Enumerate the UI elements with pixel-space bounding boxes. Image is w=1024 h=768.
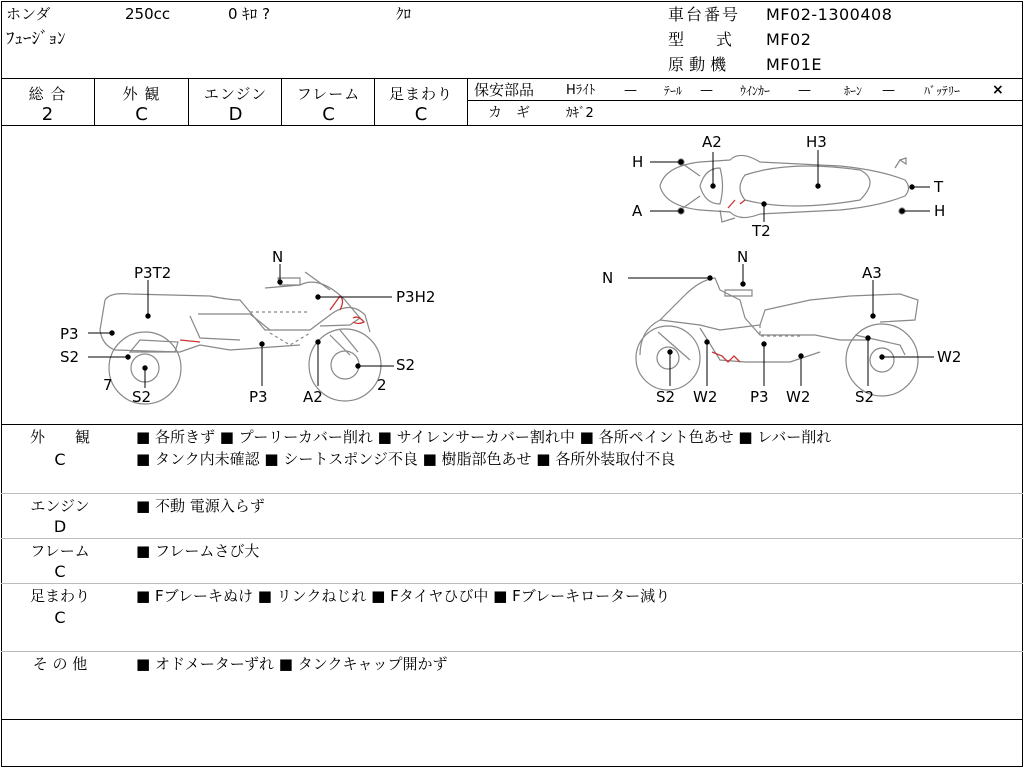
frame-number-value: MF02-1300408	[766, 5, 893, 24]
section-grade: C	[54, 562, 66, 581]
grade-label: エンジン	[203, 85, 268, 103]
section-grade: C	[54, 450, 66, 469]
section-label: 足まわり	[29, 587, 90, 605]
diagram-label: P3	[750, 388, 769, 406]
diagram-label: S2	[60, 348, 80, 366]
safety-status: —	[624, 83, 637, 98]
diagram-label: T	[934, 178, 944, 196]
grade-value: C	[414, 104, 428, 125]
section-line: ■ タンク内未確認 ■ シートスポンジ不良 ■ 樹脂部色あせ ■ 各所外装取付不良	[136, 450, 676, 468]
safety-status: —	[798, 83, 811, 98]
divider	[1, 719, 1023, 720]
diagram-label: P3	[60, 325, 79, 343]
mileage: 0 ｷﾛ ?	[228, 5, 271, 23]
diagram-label: A3	[862, 264, 882, 282]
diagram-label: A2	[303, 388, 323, 406]
divider	[468, 100, 1023, 101]
grade-frame	[282, 79, 375, 125]
grade-value: D	[228, 104, 243, 125]
grade-value: C	[322, 104, 335, 125]
section-engine	[0, 494, 1024, 538]
diagram-label: S2	[656, 388, 676, 406]
diagram-label: H	[632, 153, 644, 171]
diagram-label: S2	[132, 388, 152, 406]
grade-value: C	[135, 104, 148, 125]
diagram-label: N	[737, 248, 749, 266]
model-name: ﾌｭｰｼﾞｮﾝ	[6, 29, 66, 49]
section-label: 外 観	[29, 428, 90, 446]
section-line: ■ 不動 電源入らず	[136, 497, 265, 515]
diagram-label: S2	[855, 388, 875, 406]
safety-item-winker: ｳｲﾝｶｰ	[740, 84, 771, 98]
diagram-label: S2	[396, 356, 416, 374]
safety-item-tail: ﾃｰﾙ	[664, 84, 683, 98]
section-grade: D	[53, 517, 67, 536]
section-line: ■ Fブレーキぬけ ■ リンクねじれ ■ Fタイヤひび中 ■ Fブレーキローター減り	[136, 587, 671, 605]
section-other	[0, 652, 1024, 720]
color: ｸﾛ	[396, 5, 412, 23]
section-line: ■ フレームさび大	[136, 542, 260, 560]
diagram-label: A2	[702, 133, 722, 151]
safety-status: ×	[992, 82, 1004, 98]
damage-diagram	[0, 126, 1024, 424]
scooter-diagram	[0, 126, 1024, 424]
diagram-label: 7	[103, 376, 113, 394]
safety-status: —	[882, 83, 895, 98]
model-type-value: MF02	[766, 30, 812, 49]
grade-label: 足まわり	[388, 85, 453, 103]
grade-label: 外 観	[122, 85, 161, 103]
model-type-label: 型 式	[668, 30, 733, 49]
section-label: そ の 他	[32, 655, 88, 673]
section-line: ■ 各所きず ■ プーリーカバー削れ ■ サイレンサーカバー割れ中 ■ 各所ペイント色あせ ■ レバー削れ	[136, 428, 832, 446]
left-side-scooter	[100, 272, 381, 404]
diagram-label: W2	[786, 388, 811, 406]
safety-item-battery: ﾊﾞｯﾃﾘｰ	[924, 84, 961, 98]
safety-status: —	[700, 83, 713, 98]
diagram-label: H3	[806, 133, 827, 151]
diagram-label: P3T2	[134, 264, 172, 282]
diagram-label: P3	[249, 388, 268, 406]
frame-number-label: 車台番号	[668, 5, 741, 24]
diagram-label: W2	[937, 348, 962, 366]
grade-engine	[189, 79, 282, 125]
grade-label: フレーム	[296, 85, 361, 103]
maker: ホンダ	[6, 5, 51, 23]
diagram-label: P3H2	[396, 288, 436, 306]
grade-exterior	[95, 79, 188, 125]
diagram-label: A	[632, 202, 643, 220]
diagram-label: T2	[752, 222, 771, 240]
section-frame	[0, 539, 1024, 583]
section-label: エンジン	[30, 497, 90, 515]
grade-suspension	[375, 79, 467, 125]
diagram-label: N	[272, 248, 284, 266]
grade-label: 総 合	[28, 85, 67, 103]
key-label: カ ギ	[488, 105, 530, 121]
right-side-scooter	[636, 278, 918, 396]
safety-item-horn: ﾎｰﾝ	[844, 84, 863, 98]
safety-title: 保安部品	[474, 81, 535, 99]
grade-overall	[1, 79, 94, 125]
grade-value: 2	[41, 104, 54, 125]
safety-parts	[468, 79, 1023, 125]
engine-type-label: 原 動 機	[668, 55, 727, 74]
section-grade: C	[54, 608, 66, 627]
engine-type-value: MF01E	[766, 55, 822, 74]
section-label: フレーム	[30, 542, 90, 560]
engine-cc: 250cc	[125, 5, 171, 23]
diagram-label: N	[602, 269, 614, 287]
section-exterior	[0, 424, 1024, 494]
section-suspension	[0, 584, 1024, 652]
diagram-label: W2	[693, 388, 718, 406]
diagram-label: H	[934, 202, 946, 220]
diagram-label: 2	[377, 376, 387, 394]
key-value: ｶｷﾞ2	[566, 106, 594, 121]
top-view-scooter	[660, 155, 909, 222]
safety-item-headlight: Hﾗｲﾄ	[566, 83, 596, 98]
section-line: ■ オドメーターずれ ■ タンクキャップ開かず	[136, 655, 448, 673]
